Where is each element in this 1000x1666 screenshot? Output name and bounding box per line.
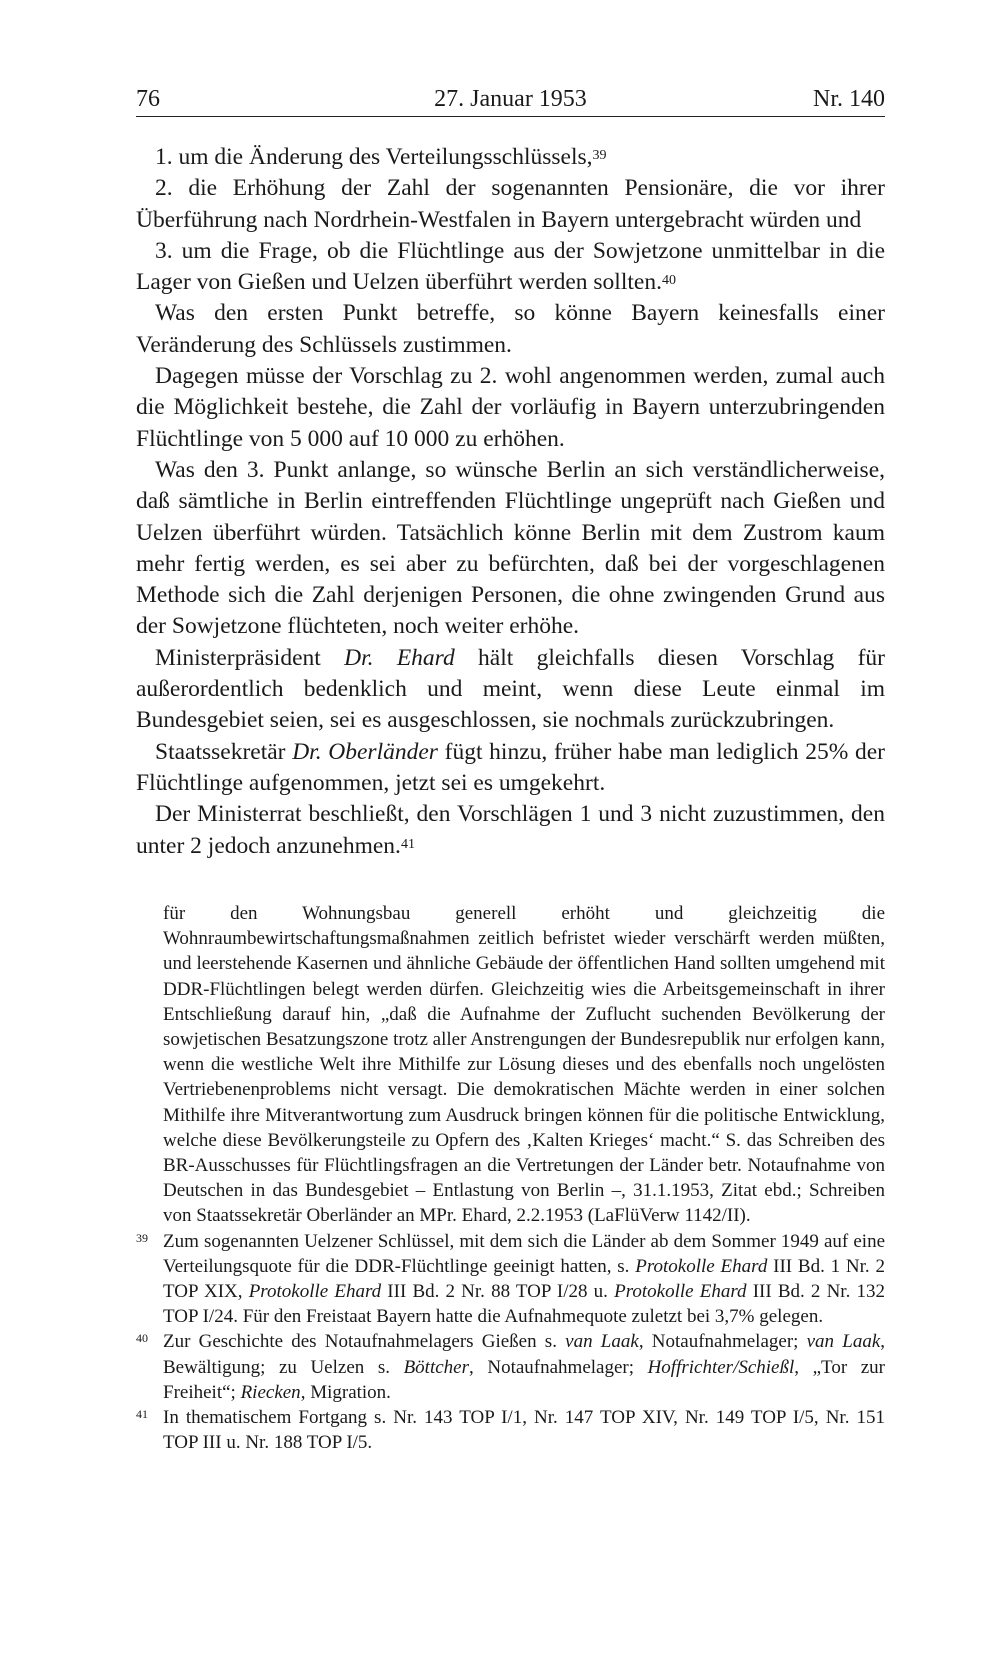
paragraph-7 xyxy=(136,643,885,737)
footnote-40-author-5: Riecken xyxy=(240,1381,301,1403)
footnote-39-citation-3: Protokolle Ehard xyxy=(614,1281,747,1303)
paragraph-1 xyxy=(136,142,885,173)
paragraph-9 xyxy=(136,799,885,862)
paragraph-6: Was den 3. Punkt anlange, so wünsche Berlin an sich verständlicherweise, daß sämtliche in Berlin eintreffenden Flüchtlinge ungeprüft nach Gießen und Uelzen überführt würden. Tatsächlich könne Berlin mit dem Zustrom kaum mehr fertig werden, es sei aber zu befürchten, daß bei der vorgeschlagenen Methode sich die Zahl derjenigen Personen, die ohne zwingenden Grund aus der Sowjetzone flüchteten, noch weiter erhöhe. xyxy=(136,456,885,640)
footnote-ref-41: 41 xyxy=(400,836,415,852)
paragraph-2: 2. die Erhöhung der Zahl der sogenannten Pensionäre, die vor ihrer Überführung nach Nordrhein-Westfalen in Bayern untergebracht würden und xyxy=(136,175,885,233)
footnote-39-text-c: III Bd. 2 Nr. 88 TOP I/28 u. xyxy=(381,1281,615,1303)
main-text xyxy=(136,142,885,862)
footnote-40-text-e: , „Tor zur Freiheit“; xyxy=(163,1356,885,1403)
header-date: 27. Januar 1953 xyxy=(434,86,587,112)
paragraph-8-text-a: Staatssekretär xyxy=(155,738,293,765)
paragraph-8-text-b: fügt hinzu, früher habe man lediglich 25% der Flüchtlinge aufgenommen, jetzt sei es umgekehrt. xyxy=(136,738,885,796)
footnote-39-number: 39 xyxy=(136,1230,148,1245)
document-number: Nr. 140 xyxy=(813,86,885,112)
paragraph-8 xyxy=(136,737,885,800)
running-header xyxy=(136,82,885,117)
footnote-continuation: für den Wohnungsbau generell erhöht und gleichzeitig die Wohnraumbewirtschaftungsmaßnahmen zeitlich befristet wieder verschärft werden müßten, und leerstehende Kasernen und ähnliche Gebäude der öffentlichen Hand sollten umgehend mit DDR-Flüchtlingen belegt werden dürfen. Gleichzeitig wies die Arbeitsgemeinschaft in ihrer Entschließung darauf hin, „daß die Aufnahme der Zuflucht suchenden Bevölkerung der sowjetischen Besatzungszone trotz aller Anstrengungen der Bundesrepublik nur erfolgen kann, wenn die westliche Welt ihre Mithilfe zur Lösung dieses und des ebenfalls noch ungelösten Vertriebenenproblems nicht versagt. Die demokratischen Mächte werden in einer solchen Mithilfe ihre Mitverantwortung zum Ausdruck bringen können für die politische Entwicklung, welche diese Bevölkerungsteile zu Opfern des ‚Kalten Krieges‘ macht.“ S. das Schreiben des BR-Ausschusses für Flüchtlingsfragen an die Vertretungen der Länder betr. Notaufnahme von Deutschen in das Bundesgebiet – Entlastung von Berlin –, 31.1.1953, Zitat ebd.; Schreiben von Staatssekretär Oberländer an MPr. Ehard, 2.2.1953 (LaFlüVerw 1142/II). xyxy=(163,903,885,1227)
paragraph-5: Dagegen müsse der Vorschlag zu 2. wohl angenommen werden, zumal auch die Möglichkeit bestehe, die Zahl der vorläufig in Bayern unterzubringenden Flüchtlinge von 5 000 auf 10 000 zu erhöhen. xyxy=(136,363,885,452)
footnote-40-text-d: , Notaufnahmelager; xyxy=(469,1356,648,1378)
footnote-ref-40: 40 xyxy=(661,273,676,289)
person-name-oberlaender: Dr. Oberländer xyxy=(292,738,438,765)
footnote-39-citation-1: Protokolle Ehard xyxy=(635,1255,768,1277)
footnote-39-text-a: Zum sogenannten Uelzener Schlüssel, mit dem sich die Länder ab dem Sommer 1949 auf eine Verteilungsquote für die DDR-Flüchtlinge geeinigt hatten, s. xyxy=(163,1230,885,1277)
footnote-40 xyxy=(136,1329,886,1405)
footnote-40-author-4: Hoffrichter/Schießl xyxy=(647,1356,795,1378)
paragraph-7-text-b: hält gleichfalls diesen Vorschlag für außerordentlich bedenklich und meint, wenn diese Leute einmal im Bundesgebiet seien, sei es ausgeschlossen, sie nochmals zurückzubringen. xyxy=(136,644,886,734)
paragraph-3 xyxy=(136,236,885,299)
footnotes xyxy=(136,901,886,1455)
footnote-40-number: 40 xyxy=(136,1331,148,1346)
footnote-40-text-a: Zur Geschichte des Notaufnahmelagers Gießen s. xyxy=(163,1331,566,1353)
footnote-ref-39: 39 xyxy=(592,148,607,163)
paragraph-7-text-a: Ministerpräsident xyxy=(155,644,345,671)
footnote-39-text-d: III Bd. 2 Nr. 132 TOP I/24. Für den Freistaat Bayern hatte die Aufnahmequote zuletzt bei 3,7% gelegen. xyxy=(163,1281,885,1328)
footnote-40-text-f: , Migration. xyxy=(300,1381,391,1403)
paragraph-9-text: Der Ministerrat beschließt, den Vorschlägen 1 und 3 nicht zuzustimmen, den unter 2 jedoch anzunehmen. xyxy=(136,801,885,859)
paragraph-1-text: 1. um die Änderung des Verteilungsschlüssels, xyxy=(155,144,593,170)
paragraph-3-text: 3. um die Frage, ob die Flüchtlinge aus der Sowjetzone unmittelbar in die Lager von Gießen und Uelzen überführt werden sollten. xyxy=(136,237,885,296)
footnote-41-text: In thematischem Fortgang s. Nr. 143 TOP I/1, Nr. 147 TOP XIV, Nr. 149 TOP I/5, Nr. 151 TOP III u. Nr. 188 TOP I/5. xyxy=(163,1407,885,1454)
footnote-40-text-b: , Notaufnahmelager; xyxy=(638,1331,807,1353)
footnote-39 xyxy=(136,1229,885,1330)
person-name-ehard: Dr. Ehard xyxy=(344,644,455,671)
footnote-40-author-1: van Laak xyxy=(565,1331,639,1353)
footnote-40-author-3: Böttcher xyxy=(403,1356,470,1378)
footnote-40-author-2: van Laak xyxy=(806,1331,881,1353)
footnote-39-citation-2: Protokolle Ehard xyxy=(248,1281,382,1303)
footnote-40-text-c: , Bewältigung; zu Uelzen s. xyxy=(163,1331,886,1378)
footnote-39-text-b: III Bd. 1 Nr. 2 TOP XIX, xyxy=(163,1255,885,1303)
footnote-41 xyxy=(136,1405,885,1455)
paragraph-4: Was den ersten Punkt betreffe, so könne Bayern keinesfalls einer Veränderung des Schlüssels zustimmen. xyxy=(136,300,885,358)
footnote-41-number: 41 xyxy=(136,1407,148,1422)
page-number: 76 xyxy=(136,86,160,112)
